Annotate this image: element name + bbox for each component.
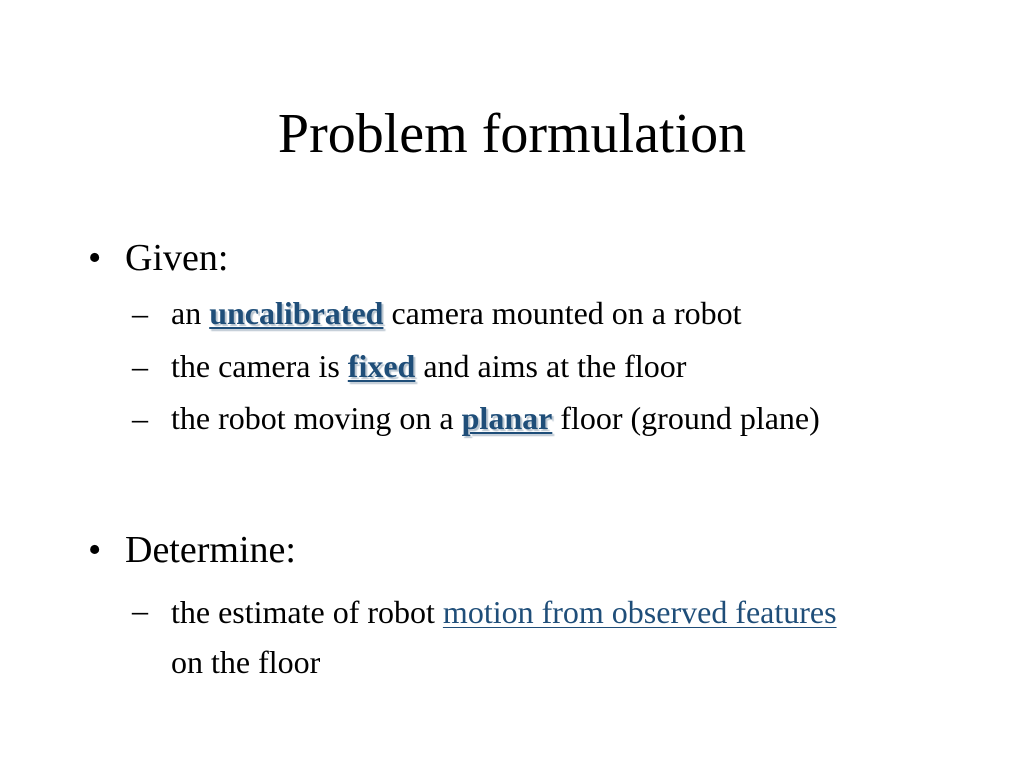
keyword-link-planar[interactable]: planar bbox=[461, 400, 553, 436]
keyword-link-fixed[interactable]: fixed bbox=[347, 348, 416, 384]
motion-features-link[interactable]: motion from observed features bbox=[442, 594, 837, 630]
determine-item-1-text bbox=[132, 587, 852, 687]
bullet-given bbox=[88, 234, 228, 282]
given-item-1-text bbox=[132, 290, 892, 336]
determine-item-1-after: on the floor bbox=[171, 644, 321, 680]
dash-glyph: – bbox=[132, 400, 148, 436]
given-item-2-before: the camera is bbox=[171, 348, 348, 384]
given-item-2-text bbox=[132, 343, 892, 389]
bullet-determine-label: Determine: bbox=[125, 529, 296, 571]
given-item-1-after: camera mounted on a robot bbox=[383, 295, 742, 331]
given-item-3 bbox=[132, 395, 892, 441]
determine-item-1 bbox=[132, 587, 852, 687]
keyword-link-uncalibrated[interactable]: uncalibrated bbox=[209, 295, 384, 331]
slide-title: Problem formulation bbox=[277, 103, 747, 165]
bullet-determine bbox=[88, 526, 296, 574]
bullet-given-label: Given: bbox=[125, 237, 229, 279]
given-item-3-text bbox=[132, 395, 892, 441]
given-item-1 bbox=[132, 290, 892, 336]
bullet-glyph: • bbox=[88, 529, 102, 571]
given-item-3-before: the robot moving on a bbox=[171, 400, 462, 436]
given-item-2-after: and aims at the floor bbox=[415, 348, 687, 384]
determine-item-1-before: the estimate of robot bbox=[171, 594, 443, 630]
given-item-2 bbox=[132, 343, 892, 389]
dash-glyph: – bbox=[132, 592, 148, 628]
dash-glyph: – bbox=[132, 295, 148, 331]
given-item-3-after: floor (ground plane) bbox=[552, 400, 820, 436]
given-item-1-before: an bbox=[171, 295, 210, 331]
bullet-glyph: • bbox=[88, 237, 102, 279]
dash-glyph: – bbox=[132, 348, 148, 384]
